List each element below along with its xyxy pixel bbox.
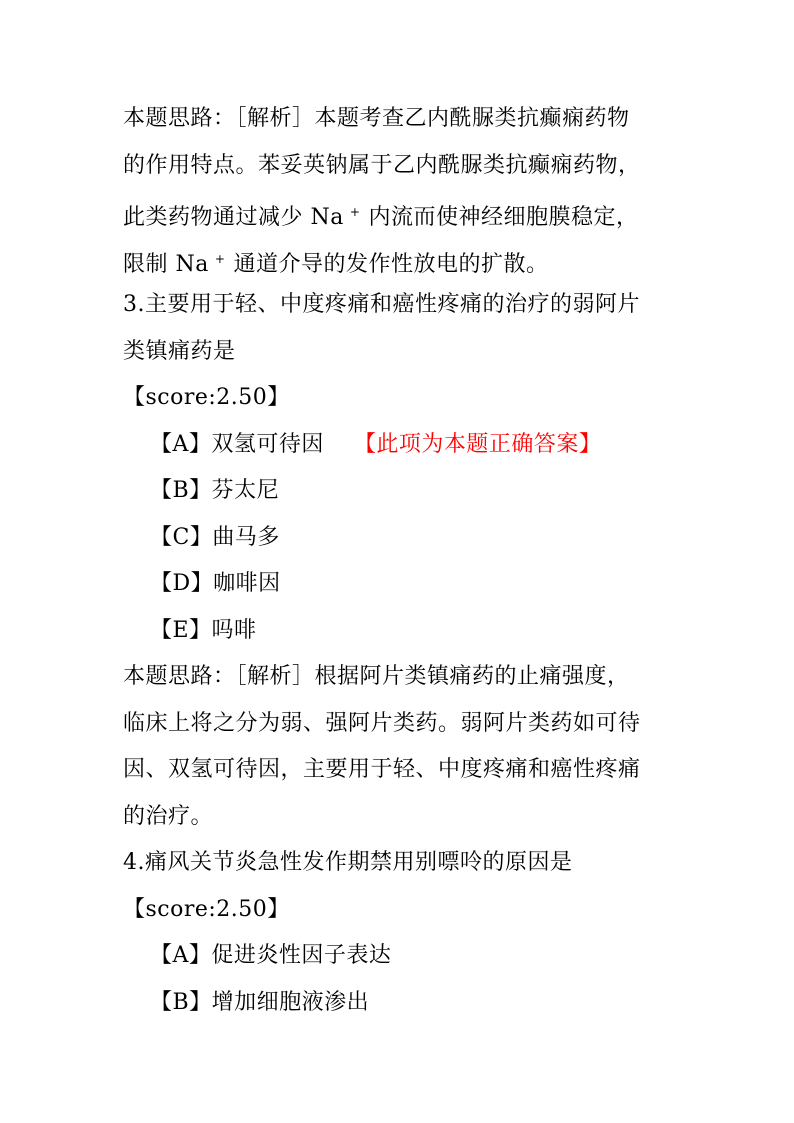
q4-option-b[interactable]: 【B】增加细胞液渗出 <box>150 989 370 1015</box>
q4-option-a[interactable]: 【A】促进炎性因子表达 <box>150 943 392 968</box>
q3-stem-line-2: 类镇痛药是 <box>123 338 236 364</box>
document-page <box>123 96 683 1026</box>
q2-explanation-line-1: 本题思路：［解析］本题考查乙内酰脲类抗癫痫药物 <box>123 106 630 131</box>
q2-explanation-line-4-post: 通道介导的发作性放电的扩散。 <box>233 251 549 277</box>
q3-stem-line-1: 3.主要用于轻、中度疼痛和癌性疼痛的治疗的弱阿片 <box>123 292 640 317</box>
q3-option-e[interactable]: 【E】吗啡 <box>150 617 257 643</box>
q3-option-a-text: 【A】双氢可待因 <box>150 431 324 457</box>
sodium-charge-superscript: + <box>349 205 361 219</box>
q2-explanation-line-4 <box>123 236 683 283</box>
q2-explanation-line-3-post: 内流而使神经细胞膜稳定， <box>368 205 639 230</box>
q2-explanation-line-3-pre: 此类药物通过减少 Na <box>123 205 344 230</box>
q3-option-c[interactable]: 【C】曲马多 <box>150 524 280 550</box>
q3-score: 【score:2.50】 <box>123 385 290 410</box>
q3-option-d[interactable]: 【D】咖啡因 <box>150 571 281 596</box>
q2-explanation-line-2: 的作用特点。苯妥英钠属于乙内酰脲类抗癫痫药物， <box>123 152 641 178</box>
q3-explanation-line-4: 的治疗。 <box>123 803 214 829</box>
q2-explanation-line-4-pre: 限制 Na <box>123 251 209 277</box>
sodium-charge-superscript: + <box>214 251 226 266</box>
q3-explanation-line-2: 临床上将之分为弱、强阿片类药。弱阿片类药如可待 <box>123 710 641 736</box>
q3-explanation-line-3: 因、双氢可待因，主要用于轻、中度疼痛和癌性疼痛 <box>123 757 641 782</box>
q4-stem-line-1: 4.痛风关节炎急性发作期禁用别嘌呤的原因是 <box>123 850 573 875</box>
q3-option-a[interactable] <box>123 422 683 469</box>
q3-explanation-line-1: 本题思路：［解析］根据阿片类镇痛药的止痛强度， <box>123 664 630 689</box>
q2-explanation-line-3 <box>123 189 683 236</box>
q3-option-b[interactable]: 【B】芬太尼 <box>150 478 280 503</box>
correct-answer-mark: 【此项为本题正确答案】 <box>353 431 602 457</box>
q4-score: 【score:2.50】 <box>123 896 290 922</box>
